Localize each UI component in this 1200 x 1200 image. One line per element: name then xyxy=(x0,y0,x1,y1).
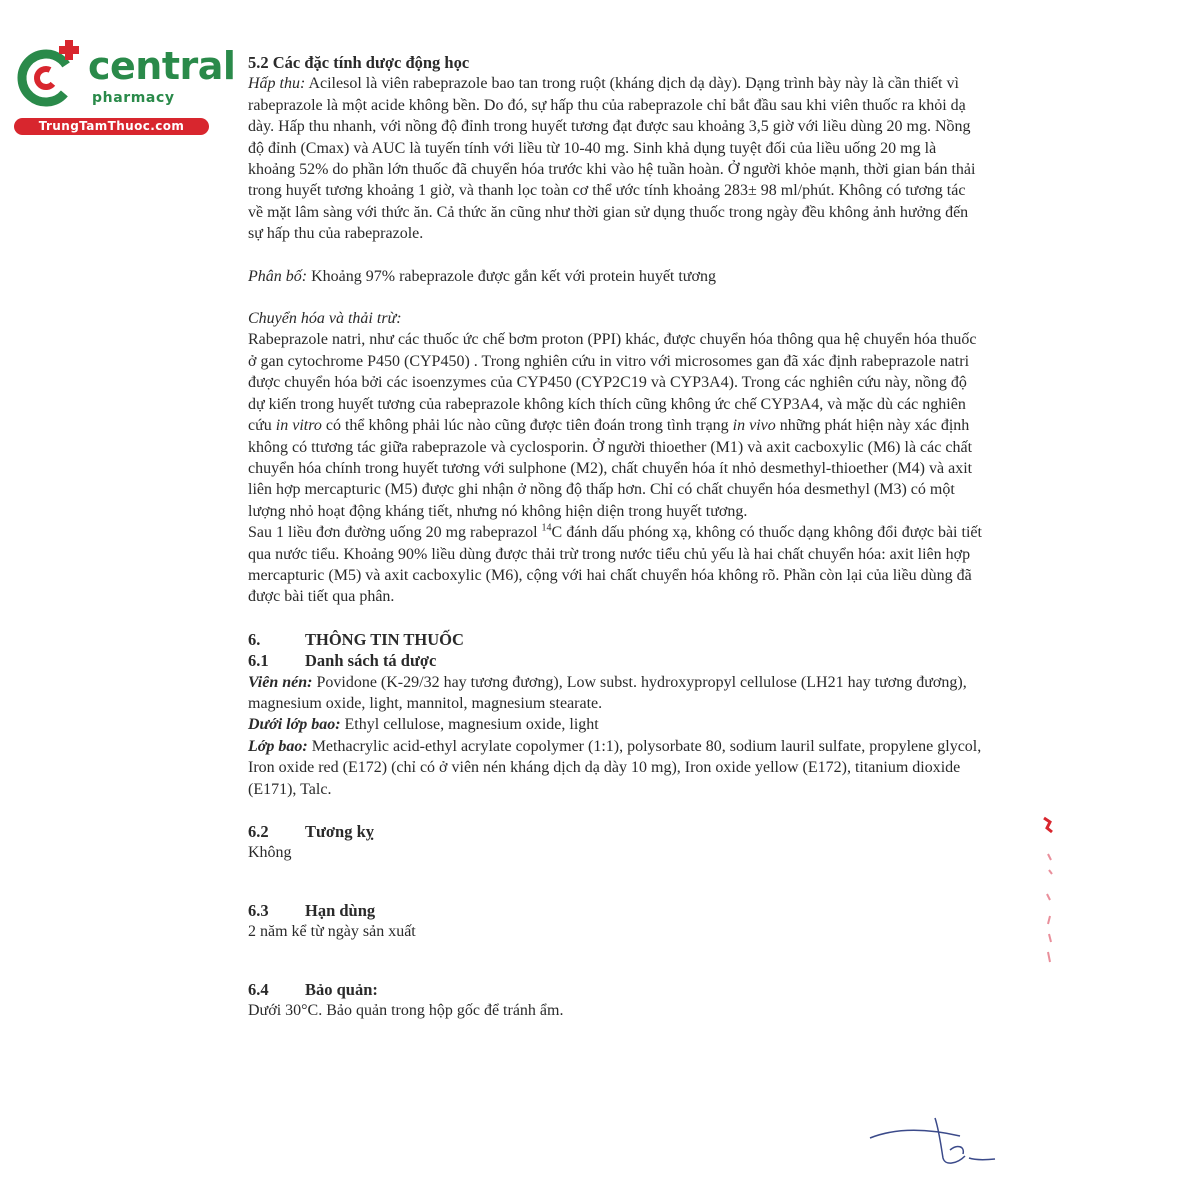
section-6-3-heading xyxy=(248,900,983,921)
section-6-3-title: Hạn dùng xyxy=(305,900,376,920)
section-6-heading xyxy=(248,629,983,650)
section-6-2-num: 6.2 xyxy=(248,822,269,841)
section-6-4-heading xyxy=(248,979,983,1000)
section-6-4-text: Dưới 30°C. Bảo quản trong hộp gốc để tránh ẩm. xyxy=(248,1002,564,1020)
metab-invitro: in vitro xyxy=(275,417,322,435)
coating-label: Lớp bao: xyxy=(248,737,308,755)
red-stamp-mark-icon xyxy=(1038,812,1060,972)
section-6-title: THÔNG TIN THUỐC xyxy=(305,629,464,649)
metab-text-b: có thể không phải lúc nào cũng được tiên đoán trong tình trạng xyxy=(321,417,733,435)
section-6-3-text: 2 năm kể từ ngày sản xuất xyxy=(248,923,416,941)
distribution-paragraph xyxy=(248,266,983,287)
tablet-text: Povidone (K-29/32 hay tương đương), Low subst. hydroxypropyl cellulose (LH21 hay tương đương), magnesium oxide, light, mannitol, magnesium stearate. xyxy=(248,673,967,712)
distribution-label: Phân bố: xyxy=(248,267,308,285)
undercoat-text: Ethyl cellulose, magnesium oxide, light xyxy=(340,716,599,734)
tablet-label: Viên nén: xyxy=(248,673,313,691)
section-6-2-heading xyxy=(248,821,983,842)
section-6-1-num: 6.1 xyxy=(248,651,269,671)
logo-sub: pharmacy xyxy=(92,90,175,106)
tablet-excipients xyxy=(248,672,983,715)
absorption-text: Acilesol là viên rabeprazole bao tan trong ruột (kháng dịch dạ dày). Dạng trình bày này là cần thiết vì rabeprazole là một acide không bền. Do đó, sự hấp thu của rabeprazole chỉ bắt đầu sau khi viên thuốc ra khỏi dạ dày. Hấp thu nhanh, với nồng độ đỉnh trong huyết tương đạt được sau khoảng 3,5 giờ với liều dùng 20 mg. Nồng độ đỉnh (Cmax) và AUC là tuyến tính với liều từ 10-40 mg. Sinh khả dụng tuyệt đối của liều uống 20 mg là khoảng 52% do phần lớn thuốc đã chuyển hóa trước khi vào hệ tuần hoàn. Ở người khỏe mạnh, thời gian bán thải trong huyết tương khoảng 1 giờ, và thanh lọc toàn cơ thể ước tính khoảng 283± 98 ml/phút. Không có tương tác về mặt lâm sàng với thức ăn. Cả thức ăn cũng như thời gian sử dụng thuốc trong ngày đều không ảnh hưởng đến sự hấp thu của rabeprazole. xyxy=(248,75,976,243)
section-6-3-num: 6.3 xyxy=(248,900,269,920)
section-6-4-title: Bảo quản: xyxy=(305,979,378,999)
metab-text-c: những phát hiện này xác định không có ttương tác giữa rabeprazole và cyclosporin. Ở người thioether (M1) và axit cacboxylic (M6) là các chất chuyển hóa chính trong huyết tương với sulphone (M2), chất chuyển hóa ít nhỏ desmethyl-thioether (M4) và axit liên hợp mercapturic (M5) được ghi nhận ở nồng độ thấp hơn. Chỉ có chất chuyển hóa desmethyl (M3) có một lượng nhỏ hoạt động kháng tiết, nhưng nó không hiện diện trong huyết tương. xyxy=(248,417,973,520)
metabolism-paragraph-1 xyxy=(248,329,983,522)
absorption-paragraph xyxy=(248,73,983,244)
section-6-4-num: 6.4 xyxy=(248,979,269,999)
metabolism-label: Chuyển hóa và thải trừ: xyxy=(248,310,402,328)
undercoat-label: Dưới lớp bao: xyxy=(248,716,341,734)
section-6-2-title: Tương kỵ xyxy=(305,822,375,841)
distribution-text: Khoảng 97% rabeprazole được gắn kết với protein huyết tương xyxy=(307,267,716,285)
metab2-text-b: C đánh dấu phóng xạ, không có thuốc dạng không đổi được bài tiết qua nước tiểu. Khoảng 90% liều dùng được thải trừ trong nước tiểu chủ yếu là hai chất chuyển hóa: axit liên hợp mercapturic (M5) và axit cacboxylic (M6), cộng với hai chất chuyển hóa không rõ. Phần còn lại của liều dùng đã được bài tiết qua phân. xyxy=(248,524,982,606)
signature-icon xyxy=(865,1110,1015,1170)
metab-text-a: Rabeprazole natri, như các thuốc ức chế bơm proton (PPI) khác, được chuyển hóa thông qua hệ chuyển hóa thuốc ở gan cytochrome P450 (CYP450) . Trong nghiên cứu in vitro với microsomes gan đã xác định rabeprazole natri được chuyển hóa bởi các isoenzymes của CYP450 (CYP2C19 và CYP3A4). Trong các nghiên cứu này, nồng độ dự kiến trong huyết tương của rabeprazole không kích thích cũng không ức chế CYP3A4, và mặc dù các nghiên cứu xyxy=(248,331,977,435)
section-6-num: 6. xyxy=(248,629,261,649)
isotope-superscript: 14 xyxy=(541,522,552,534)
logo-brand: central xyxy=(88,44,236,88)
coating-excipients xyxy=(248,736,983,800)
undercoat-excipients xyxy=(248,714,983,735)
coating-text: Methacrylic acid-ethyl acrylate copolymer (1:1), polysorbate 80, sodium lauril sulfate, propylene glycol, Iron oxide red (E172) (chỉ có ở viên nén kháng dịch dạ dày 10 mg), Iron oxide yellow (E172), titanium dioxide (E171), Talc. xyxy=(248,737,982,798)
section-5-2-title: 5.2 Các đặc tính dược động học xyxy=(248,53,470,72)
metab2-text-a: Sau 1 liều đơn đường uống 20 mg rabeprazol xyxy=(248,524,542,542)
logo-site-link[interactable]: TrungTamThuoc.com xyxy=(14,118,209,135)
section-6-1-title: Danh sách tá dược xyxy=(305,651,437,671)
section-6-2-text: Không xyxy=(248,844,292,862)
absorption-label: Hấp thu: xyxy=(248,75,306,93)
metab-invivo: in vivo xyxy=(732,417,776,435)
metabolism-paragraph-2 xyxy=(248,522,983,608)
document-page xyxy=(248,52,983,1021)
section-6-1-heading xyxy=(248,650,983,671)
